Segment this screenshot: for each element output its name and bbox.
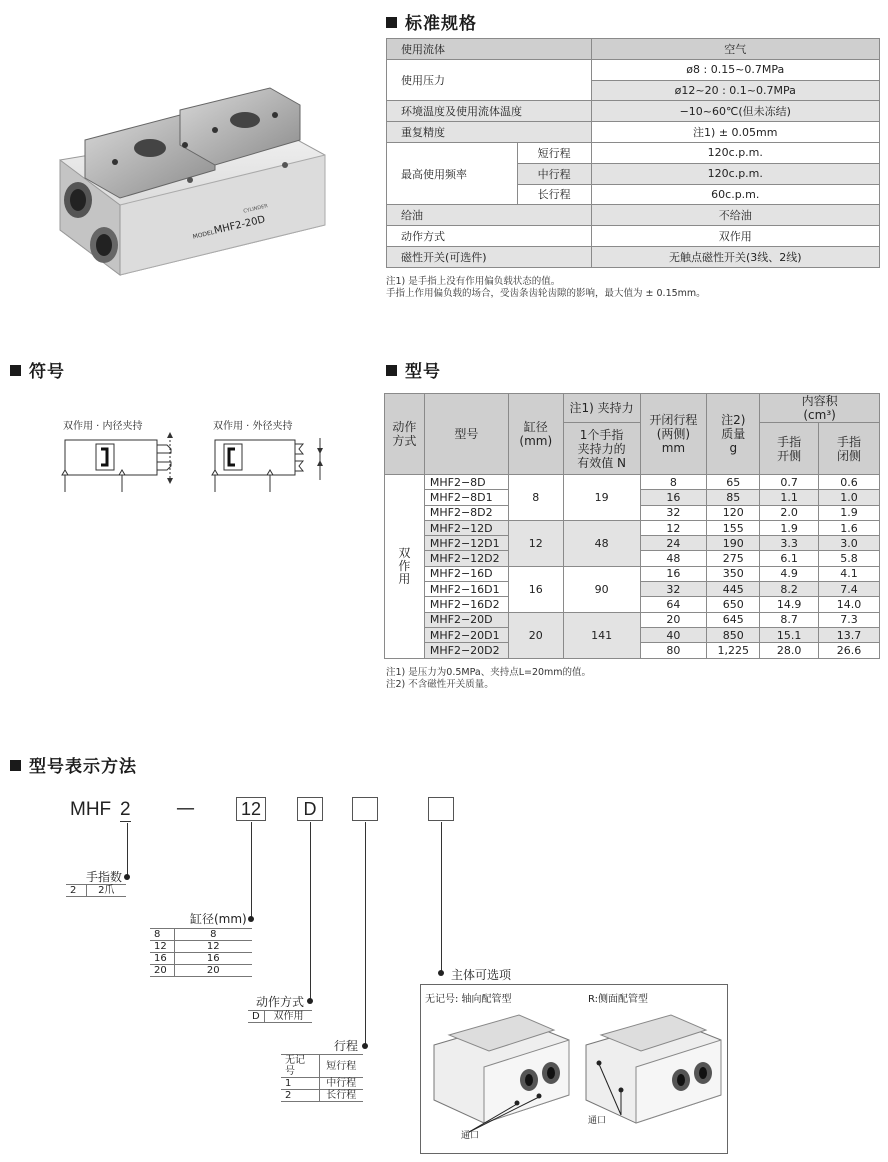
header-vol-open: 手指 开侧 [760, 423, 819, 475]
code-value: 12 [174, 941, 252, 953]
header-stroke: 开闭行程 (两侧) mm [640, 394, 707, 475]
leader-dot [124, 874, 130, 880]
mass-cell: 155 [707, 520, 760, 535]
code-box-option [428, 797, 454, 821]
code-value: 双作用 [264, 1011, 312, 1023]
mass-cell: 350 [707, 566, 760, 581]
code-row [150, 929, 252, 941]
leader-line [365, 822, 366, 1047]
vol-close-cell: 4.1 [819, 566, 880, 581]
spec-pressure-label: 使用压力 [387, 59, 592, 101]
spec-freq-long-value: 60c.p.m. [591, 184, 879, 205]
spec-freq-mid-value: 120c.p.m. [591, 163, 879, 184]
grip-cell: 90 [563, 566, 640, 612]
leader-line [310, 822, 311, 1002]
code-value: 2爪 [86, 885, 126, 897]
vol-open-cell: 15.1 [760, 627, 819, 642]
model-notes [386, 667, 591, 691]
symbol-outer-label: 双作用 · 外径夹持 [213, 421, 293, 432]
option-label: 主体可选项 [451, 968, 512, 982]
code-box-stroke [352, 797, 378, 821]
spec-pressure-value: ø8 : 0.15~0.7MPa [591, 59, 879, 80]
action-label: 动作方式 [256, 995, 305, 1009]
vol-close-cell: 1.0 [819, 490, 880, 505]
vol-close-cell: 26.6 [819, 643, 880, 658]
model-title: 型号 [386, 357, 441, 382]
port-label-side: 通口 [588, 1116, 607, 1126]
spec-title: 标准规格 [386, 9, 477, 34]
vol-close-cell: 1.6 [819, 520, 880, 535]
spec-switch-value: 无触点磁性开关(3线、2线) [591, 246, 879, 267]
code-dash: — [176, 797, 195, 819]
model-cell: MHF2−16D [424, 566, 508, 581]
leader-line [251, 822, 252, 920]
fingers-label: 手指数 [86, 870, 123, 884]
spec-notes [386, 276, 706, 300]
grip-cell: 19 [563, 475, 640, 521]
spec-oil-value: 不给油 [591, 205, 879, 226]
model-cell: MHF2−8D2 [424, 505, 508, 520]
stroke-cell: 16 [640, 566, 707, 581]
bore-cell: 16 [508, 566, 563, 612]
model-cell: MHF2−16D2 [424, 597, 508, 612]
mass-cell: 650 [707, 597, 760, 612]
stroke-cell: 32 [640, 505, 707, 520]
spec-action-value: 双作用 [591, 226, 879, 247]
mass-cell: 1,225 [707, 643, 760, 658]
table-row [385, 566, 880, 581]
vol-open-cell: 1.9 [760, 520, 819, 535]
leader-line [441, 822, 442, 974]
code-value: 中行程 [319, 1078, 363, 1090]
model-cell: MHF2−12D1 [424, 536, 508, 551]
code-key: 20 [150, 965, 174, 977]
model-cell: MHF2−20D [424, 612, 508, 627]
action-cell: 双 作 用 [385, 475, 425, 659]
symbol-title: 符号 [10, 357, 65, 382]
mass-cell: 85 [707, 490, 760, 505]
code-key: 16 [150, 953, 174, 965]
square-bullet-icon [386, 17, 397, 28]
bore-cell: 8 [508, 475, 563, 521]
port-label-axial: 通口 [461, 1131, 480, 1141]
stroke-cell: 40 [640, 627, 707, 642]
vol-open-cell: 8.7 [760, 612, 819, 627]
model-cell: MHF2−20D1 [424, 627, 508, 642]
vol-open-cell: 8.2 [760, 582, 819, 597]
header-grip-sub: 1个手指 夹持力的 有效值 N [563, 423, 640, 475]
fingers-table [66, 884, 126, 897]
stroke-label: 行程 [334, 1039, 359, 1053]
code-row [150, 953, 252, 965]
code-box-bore: 12 [236, 797, 266, 821]
stroke-cell: 48 [640, 551, 707, 566]
code-row [66, 885, 126, 897]
spec-temp-label: 环境温度及使用流体温度 [387, 101, 592, 122]
code-box-action: D [297, 797, 323, 821]
spec-freq-mid-label: 中行程 [517, 163, 591, 184]
stroke-cell: 32 [640, 582, 707, 597]
mass-cell: 190 [707, 536, 760, 551]
axial-piping-image [429, 1005, 579, 1145]
stroke-cell: 16 [640, 490, 707, 505]
model-cell: MHF2−20D2 [424, 643, 508, 658]
spec-fluid-label: 使用流体 [387, 39, 592, 60]
model-cell: MHF2−16D1 [424, 582, 508, 597]
inner-grip-symbol-icon [60, 430, 190, 495]
code-value: 16 [174, 953, 252, 965]
vol-close-cell: 7.3 [819, 612, 880, 627]
vol-open-cell: 3.3 [760, 536, 819, 551]
vol-close-cell: 13.7 [819, 627, 880, 642]
header-bore: 缸径 (mm) [508, 394, 563, 475]
code-key: 8 [150, 929, 174, 941]
spec-switch-label: 磁性开关(可选件) [387, 246, 592, 267]
code-row [281, 1090, 363, 1102]
header-volume: 内容积 (cm³) [760, 394, 880, 423]
model-prefix-text: MODEL [192, 228, 215, 241]
vol-close-cell: 5.8 [819, 551, 880, 566]
spec-repeat-label: 重复精度 [387, 122, 592, 143]
header-grip: 注1) 夹持力 [563, 394, 640, 423]
spec-repeat-value: 注1) ± 0.05mm [591, 122, 879, 143]
mass-cell: 645 [707, 612, 760, 627]
square-bullet-icon [10, 760, 21, 771]
model-cell: MHF2−12D2 [424, 551, 508, 566]
spec-freq-short-label: 短行程 [517, 142, 591, 163]
square-bullet-icon [10, 365, 21, 376]
leader-line [127, 823, 128, 878]
bore-table [150, 928, 252, 977]
leader-dot [307, 998, 313, 1004]
designation-title: 型号表示方法 [10, 752, 137, 777]
model-label-text: MHF2-20D [212, 214, 267, 237]
code-key: 1 [281, 1078, 319, 1090]
code-row [150, 941, 252, 953]
vol-close-cell: 14.0 [819, 597, 880, 612]
vol-open-cell: 4.9 [760, 566, 819, 581]
table-row [385, 612, 880, 627]
stroke-cell: 20 [640, 612, 707, 627]
spec-pressure-value: ø12~20 : 0.1~0.7MPa [591, 80, 879, 101]
bore-cell: 12 [508, 520, 563, 566]
mass-cell: 65 [707, 475, 760, 490]
code-value: 长行程 [319, 1090, 363, 1102]
code-row [281, 1078, 363, 1090]
table-row [385, 520, 880, 535]
code-key: 无记号 [281, 1055, 319, 1078]
code-value: 短行程 [319, 1055, 363, 1078]
vol-open-cell: 2.0 [760, 505, 819, 520]
spec-table [386, 38, 880, 268]
code-key: D [248, 1011, 264, 1023]
spec-action-label: 动作方式 [387, 226, 592, 247]
vol-open-cell: 0.7 [760, 475, 819, 490]
table-row [385, 475, 880, 490]
vol-open-cell: 28.0 [760, 643, 819, 658]
spec-fluid-value: 空气 [591, 39, 879, 60]
mass-cell: 850 [707, 627, 760, 642]
option-none-label: 无记号: 轴向配管型 [425, 994, 512, 1005]
header-mass: 注2) 质量 g [707, 394, 760, 475]
code-fingers: 2 [120, 799, 131, 820]
action-table [248, 1010, 312, 1023]
outer-grip-symbol-icon [210, 430, 330, 495]
grip-cell: 141 [563, 612, 640, 658]
option-box [420, 984, 728, 1154]
mass-cell: 275 [707, 551, 760, 566]
stroke-cell: 8 [640, 475, 707, 490]
vol-close-cell: 7.4 [819, 582, 880, 597]
vol-open-cell: 14.9 [760, 597, 819, 612]
leader-dot [438, 970, 444, 976]
option-r-label: R:侧面配管型 [588, 994, 649, 1005]
header-model: 型号 [424, 394, 508, 475]
code-key: 2 [281, 1090, 319, 1102]
vol-open-cell: 6.1 [760, 551, 819, 566]
product-image [40, 70, 340, 300]
model-note-2: 注2) 不含磁性开关质量。 [386, 679, 494, 690]
header-vol-close: 手指 闭侧 [819, 423, 880, 475]
code-row [281, 1055, 363, 1078]
model-cell: MHF2−8D [424, 475, 508, 490]
brand-text: CYLINDER [242, 203, 269, 215]
mass-cell: 120 [707, 505, 760, 520]
code-prefix: MHF [70, 799, 112, 820]
square-bullet-icon [386, 365, 397, 376]
code-value: 20 [174, 965, 252, 977]
spec-freq-short-value: 120c.p.m. [591, 142, 879, 163]
spec-note-1: 注1) 是手指上没有作用偏负载状态的值。 [386, 276, 561, 287]
code-key: 12 [150, 941, 174, 953]
vol-close-cell: 0.6 [819, 475, 880, 490]
model-table [384, 393, 880, 659]
model-cell: MHF2−8D1 [424, 490, 508, 505]
code-row [248, 1011, 312, 1023]
spec-note-2: 手指上作用偏负载的场合，受齿条齿轮齿隙的影响，最大值为 ± 0.15mm。 [386, 288, 706, 299]
model-note-1: 注1) 是压力为0.5MPa、夹持点L=20mm的值。 [386, 667, 592, 678]
stroke-cell: 64 [640, 597, 707, 612]
vol-close-cell: 1.9 [819, 505, 880, 520]
stroke-cell: 12 [640, 520, 707, 535]
stroke-cell: 80 [640, 643, 707, 658]
model-cell: MHF2−12D [424, 520, 508, 535]
leader-dot [362, 1043, 368, 1049]
vol-open-cell: 1.1 [760, 490, 819, 505]
code-value: 8 [174, 929, 252, 941]
symbol-inner-label: 双作用 · 内径夹持 [63, 421, 143, 432]
leader-dot [248, 916, 254, 922]
code-key: 2 [66, 885, 86, 897]
mass-cell: 445 [707, 582, 760, 597]
header-action: 动作 方式 [385, 394, 425, 475]
vol-close-cell: 3.0 [819, 536, 880, 551]
spec-freq-label: 最高使用频率 [387, 142, 518, 204]
bore-label: 缸径(mm) [190, 912, 247, 926]
spec-oil-label: 给油 [387, 205, 592, 226]
stroke-table [281, 1054, 363, 1102]
spec-temp-value: −10~60℃(但未冻结) [591, 101, 879, 122]
spec-freq-long-label: 长行程 [517, 184, 591, 205]
code-row [150, 965, 252, 977]
grip-cell: 48 [563, 520, 640, 566]
stroke-cell: 24 [640, 536, 707, 551]
bore-cell: 20 [508, 612, 563, 658]
